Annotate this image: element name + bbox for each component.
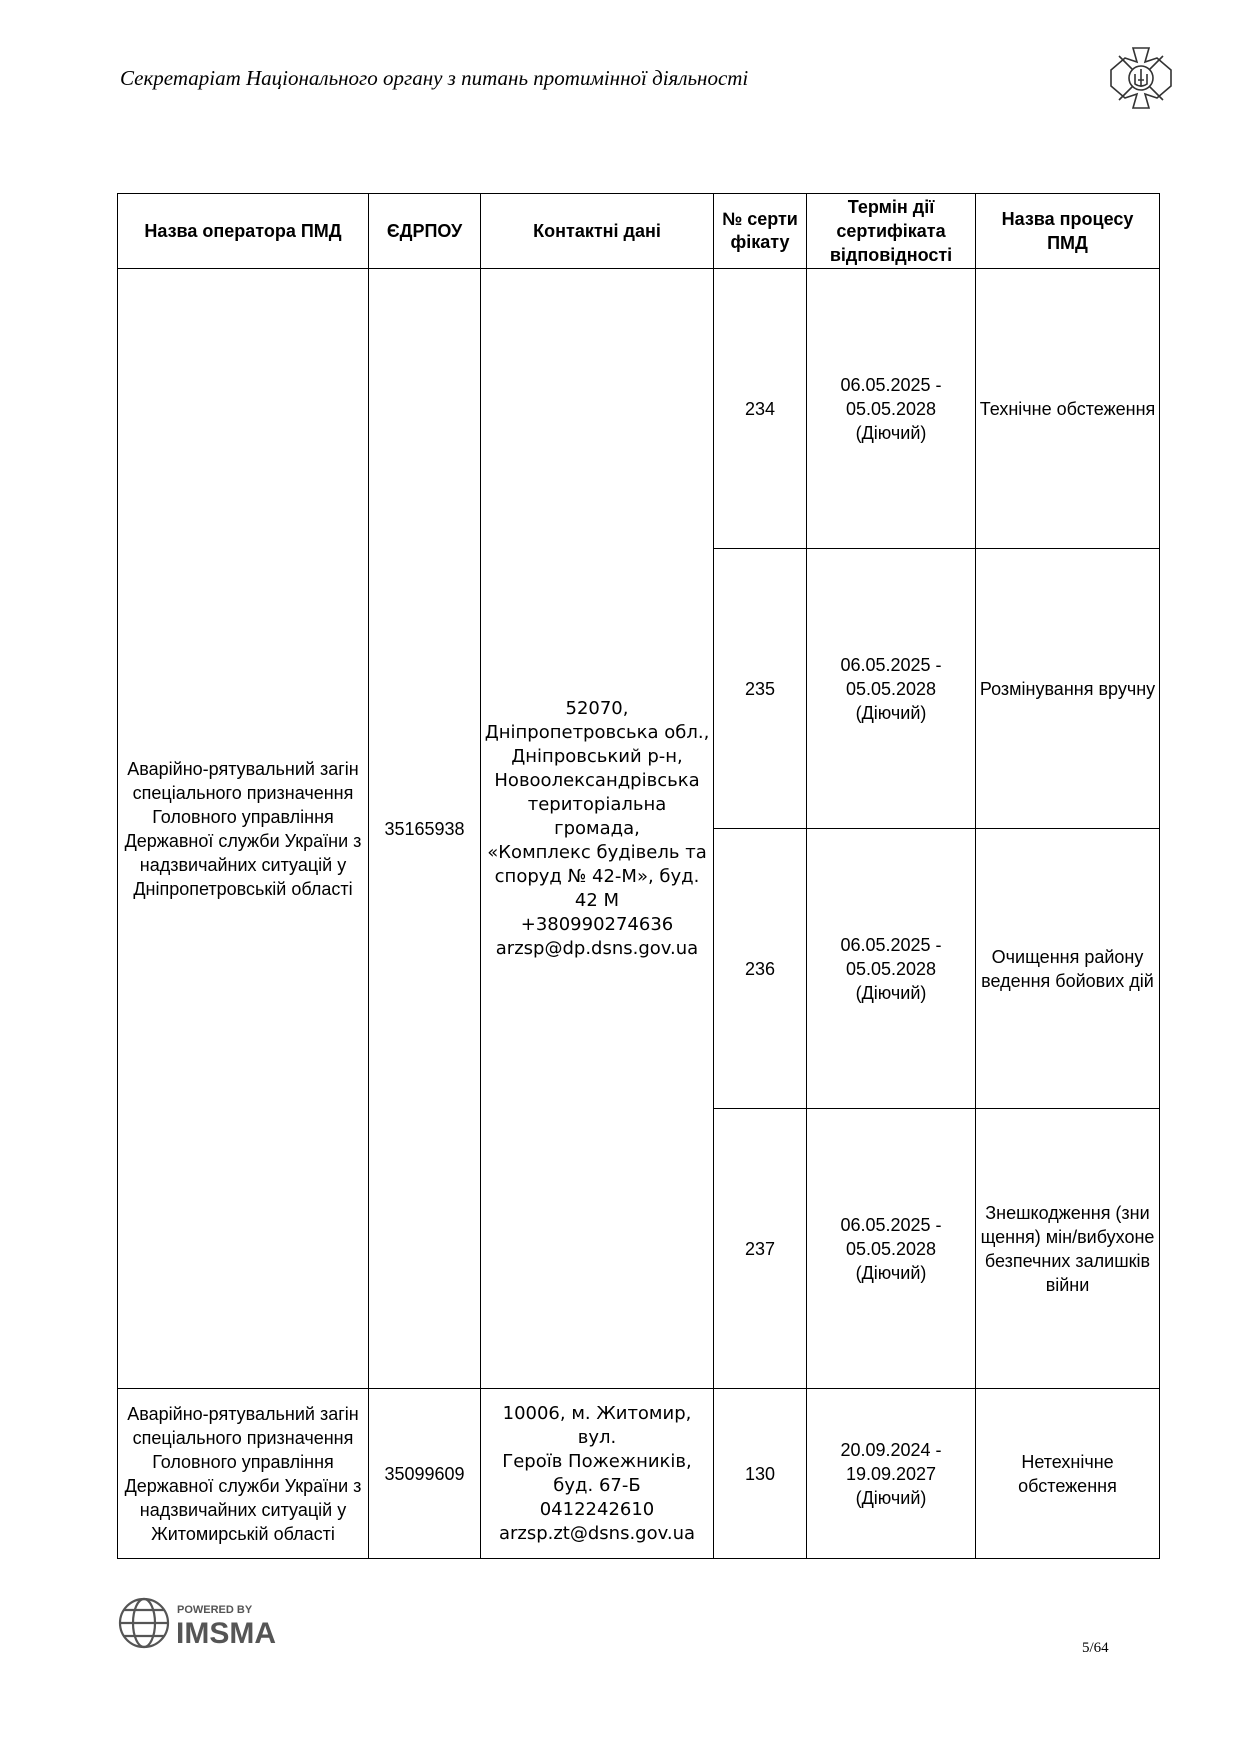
contact-email: arzsp.zt@dsns.gov.ua bbox=[498, 1522, 696, 1544]
imsma-logo bbox=[117, 1593, 277, 1653]
operator-edrpou: 35165938 bbox=[369, 269, 481, 1389]
certificate-process: Технічне обстеження bbox=[976, 269, 1160, 549]
contact-phone: 0412242610 bbox=[539, 1498, 655, 1520]
certificate-term: 06.05.2025 - 05.05.2028 (Діючий) bbox=[807, 1109, 976, 1389]
contact-email: arzsp@dp.dsns.gov.ua bbox=[495, 937, 699, 959]
column-header-process: Назва процесу ПМД bbox=[976, 194, 1160, 269]
page-number: 5/64 bbox=[1082, 1640, 1109, 1656]
operator-contacts bbox=[481, 269, 714, 1389]
certificate-term: 20.09.2024 - 19.09.2027 (Діючий) bbox=[807, 1389, 976, 1559]
column-header-edrpou: ЄДРПОУ bbox=[369, 194, 481, 269]
certificate-term: 06.05.2025 - 05.05.2028 (Діючий) bbox=[807, 269, 976, 549]
certificate-term: 06.05.2025 - 05.05.2028 (Діючий) bbox=[807, 549, 976, 829]
demining-emblem-icon bbox=[1107, 44, 1175, 112]
contact-line: «Комплекс будівель та bbox=[487, 841, 707, 863]
contact-line: 42 М bbox=[574, 889, 620, 911]
contact-phone: +380990274636 bbox=[520, 913, 674, 935]
contact-line: споруд № 42-М», буд. bbox=[494, 865, 700, 887]
operator-name: Аварійно-рятувальний загін спеціального призначення Головного управління Державної служби України з надзвичайних ситуацій у Дніпропетровській області bbox=[118, 269, 369, 1389]
contact-line: буд. 67-Б bbox=[553, 1474, 641, 1496]
certificate-process: Очищення району ведення бойових дій bbox=[976, 829, 1160, 1109]
column-header-contacts: Контактні дані bbox=[481, 194, 714, 269]
certificate-term: 06.05.2025 - 05.05.2028 (Діючий) bbox=[807, 829, 976, 1109]
certificate-number: 130 bbox=[714, 1389, 807, 1559]
operator-edrpou: 35099609 bbox=[369, 1389, 481, 1559]
operator-name: Аварійно-рятувальний загін спеціального призначення Головного управління Державної служби України з надзвичайних ситуацій у Житомирській області bbox=[118, 1389, 369, 1559]
contact-line: 10006, м. Житомир, вул. bbox=[502, 1402, 692, 1448]
column-header-certificate-term: Термін дії сертифіката відповідності bbox=[807, 194, 976, 269]
operators-table bbox=[117, 193, 1160, 1559]
table-row bbox=[118, 1389, 1160, 1559]
contact-line: Новоолександрівська bbox=[494, 769, 700, 791]
certificate-number: 234 bbox=[714, 269, 807, 549]
contact-line: Героїв Пожежників, bbox=[502, 1450, 692, 1472]
certificate-number: 237 bbox=[714, 1109, 807, 1389]
powered-by-label: POWERED BY bbox=[177, 1604, 253, 1616]
table-header-row bbox=[118, 194, 1160, 269]
certificate-process: Розмінування вручну bbox=[976, 549, 1160, 829]
certificate-number: 235 bbox=[714, 549, 807, 829]
contact-line: Дніпровський р-н, bbox=[511, 745, 683, 767]
column-header-certificate-number: № сертифікату bbox=[714, 194, 807, 269]
contact-line: Дніпропетровська обл., bbox=[484, 721, 710, 743]
certificate-process: Нетехнічне обстеження bbox=[976, 1389, 1160, 1559]
certificate-process: Знешкодження (знищення) мін/вибухонебезпечних залишків війни bbox=[976, 1109, 1160, 1389]
certificate-number: 236 bbox=[714, 829, 807, 1109]
contact-line: 52070, bbox=[565, 697, 629, 719]
operator-contacts bbox=[481, 1389, 714, 1559]
table-row bbox=[118, 269, 1160, 549]
imsma-brand: IMSMA bbox=[176, 1617, 276, 1650]
page-header-title: Секретаріат Національного органу з питань протимінної діяльності bbox=[120, 66, 749, 90]
contact-line: територіальна громада, bbox=[527, 793, 667, 839]
column-header-operator-name: Назва оператора ПМД bbox=[118, 194, 369, 269]
